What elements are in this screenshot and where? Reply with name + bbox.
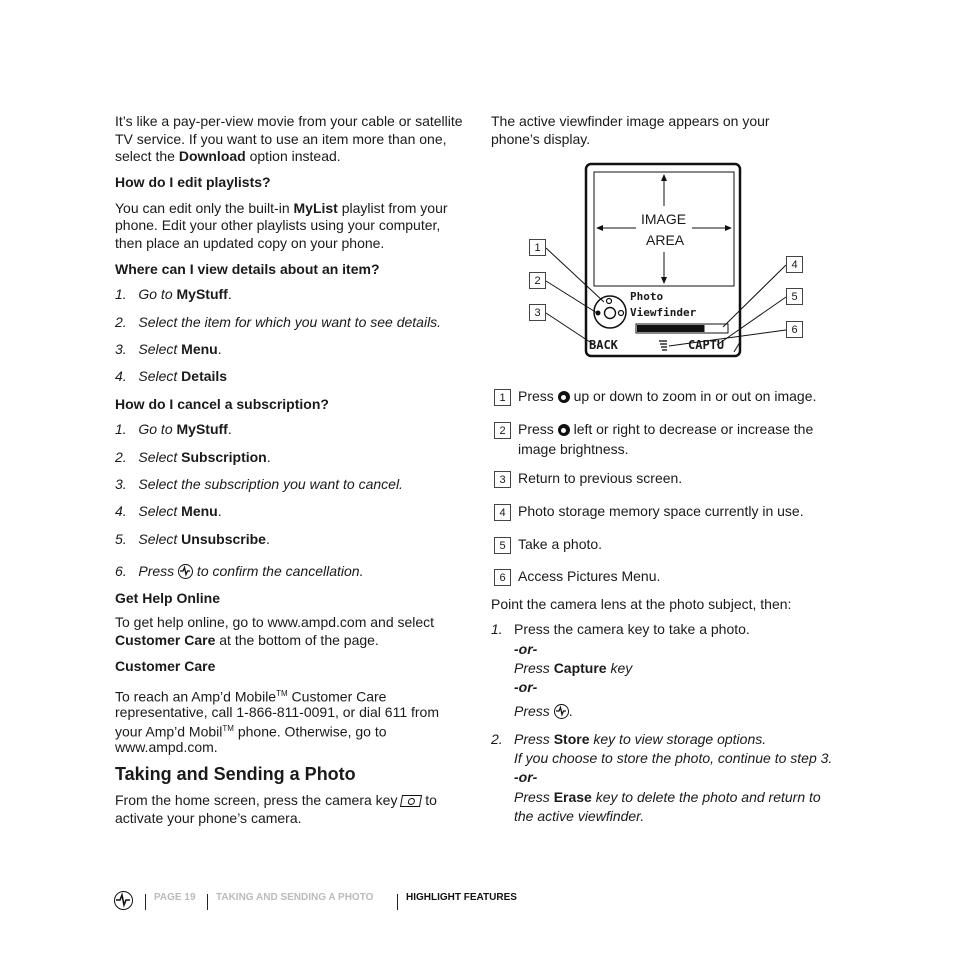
footer-page-number: PAGE 19 (154, 892, 196, 903)
care-line-3: your Amp’d Mobil™ phone. Otherwise, go to (115, 723, 387, 740)
step-1b: Press Capture key (514, 660, 633, 676)
legend-text-2b: image brightness. (518, 441, 629, 457)
details-step-4: 4. Select Details (115, 368, 228, 384)
answer-line-2: phone. Edit your other playlists using your computer, (115, 217, 441, 233)
intro-line-2: TV service. If you want to use an item more than one, (115, 131, 447, 147)
care-line-2: representative, call 1-866-811-0091, or dial 611 from (115, 704, 439, 720)
footer-divider (397, 894, 398, 910)
smart-key-logo-icon (114, 891, 133, 910)
capture-softkey[interactable]: CAPTU (688, 338, 725, 352)
footer-divider (207, 894, 208, 910)
details-step-3: 3. Select Menu. (115, 341, 222, 357)
cancel-step-2: 2. Select Subscription. (115, 449, 271, 465)
care-line-1: To reach an Amp’d Mobile™ Customer Care (115, 688, 387, 705)
or-3: -or- (514, 769, 538, 785)
viewfinder-intro-1: The active viewfinder image appears on your (491, 113, 770, 129)
callout-4: 4 (786, 256, 803, 273)
callout-1: 1 (529, 239, 546, 256)
help-line-1: To get help online, go to www.ampd.com and select (115, 614, 435, 630)
help-line-2: Customer Care at the bottom of the page. (115, 632, 379, 648)
details-step-2: 2. Select the item for which you want to see details. (115, 314, 442, 330)
answer-line-3: then place an updated copy on your phone. (115, 235, 385, 251)
or-1: -or- (514, 641, 538, 657)
legend-num-3: 3 (494, 471, 511, 488)
or-2: -or- (514, 679, 538, 695)
legend-text-1: Press up or down to zoom in or out on image. (518, 388, 817, 404)
cancel-step-3: 3. Select the subscription you want to cancel. (115, 476, 403, 492)
legend-text-2: Press left or right to decrease or increase the (518, 421, 814, 437)
point-camera-text: Point the camera lens at the photo subject, then: (491, 596, 792, 612)
section-line-1: From the home screen, press the camera key to (115, 792, 437, 808)
storage-bar-fill (637, 325, 705, 332)
customer-care-heading: Customer Care (115, 658, 216, 674)
step-1-number: 1. (491, 621, 503, 637)
care-line-4: www.ampd.com. (115, 739, 218, 755)
legend-text-5: Take a photo. (518, 536, 603, 552)
section-line-2: activate your phone’s camera. (115, 810, 302, 826)
image-area-label-2: AREA (646, 232, 685, 248)
smart-key-icon (554, 704, 569, 719)
viewfinder-intro-2: phone’s display. (491, 131, 591, 147)
callout-5: 5 (786, 288, 803, 305)
step-1-text: Press the camera key to take a photo. (514, 621, 750, 637)
legend-text-4: Photo storage memory space currently in use. (518, 503, 804, 519)
question-cancel-subscription: How do I cancel a subscription? (115, 396, 329, 412)
footer-divider (145, 894, 146, 910)
legend-text-3: Return to previous screen. (518, 470, 683, 486)
step-2-number: 2. (491, 731, 503, 747)
cancel-step-6: 6. Press to confirm the cancellation. (115, 563, 364, 579)
question-view-details: Where can I view details about an item? (115, 261, 380, 277)
cancel-step-1: 1. Go to MyStuff. (115, 421, 232, 437)
legend-num-6: 6 (494, 569, 511, 586)
callout-3: 3 (529, 304, 546, 321)
legend-num-2: 2 (494, 422, 511, 439)
intro-line-3: select the Download option instead. (115, 148, 341, 164)
step-1c: Press . (514, 703, 573, 719)
viewfinder-label: Viewfinder (630, 306, 697, 319)
details-step-1: 1. Go to MyStuff. (115, 286, 232, 302)
legend-num-4: 4 (494, 504, 511, 521)
cancel-step-4: 4. Select Menu. (115, 503, 222, 519)
step-2-line-2: If you choose to store the photo, continue to step 3. (514, 750, 833, 766)
navigation-key-icon (558, 391, 570, 403)
footer-section: TAKING AND SENDING A PHOTO (216, 892, 374, 903)
legend-num-1: 1 (494, 389, 511, 406)
cancel-step-5: 5. Select Unsubscribe. (115, 531, 270, 547)
image-area-label-1: IMAGE (641, 211, 687, 227)
answer-line-1: You can edit only the built-in MyList playlist from your (115, 200, 448, 216)
legend-text-6: Access Pictures Menu. (518, 568, 661, 584)
callout-2: 2 (529, 272, 546, 289)
section-title: Taking and Sending a Photo (115, 764, 356, 784)
navigation-key-icon (558, 424, 570, 436)
question-edit-playlists: How do I edit playlists? (115, 174, 271, 190)
legend-num-5: 5 (494, 537, 511, 554)
step-2c: Press Erase key to delete the photo and return to (514, 789, 821, 805)
photo-label: Photo (630, 290, 664, 303)
get-help-online-heading: Get Help Online (115, 590, 221, 606)
footer-chapter: HIGHLIGHT FEATURES (406, 892, 517, 903)
step-2-text: Press Store key to view storage options. (514, 731, 767, 747)
callout-6: 6 (786, 321, 803, 338)
step-2c-line-2: the active viewfinder. (514, 808, 645, 824)
intro-line-1: It’s like a pay-per-view movie from your cable or satellite (115, 113, 463, 129)
back-softkey[interactable]: BACK (589, 338, 618, 352)
